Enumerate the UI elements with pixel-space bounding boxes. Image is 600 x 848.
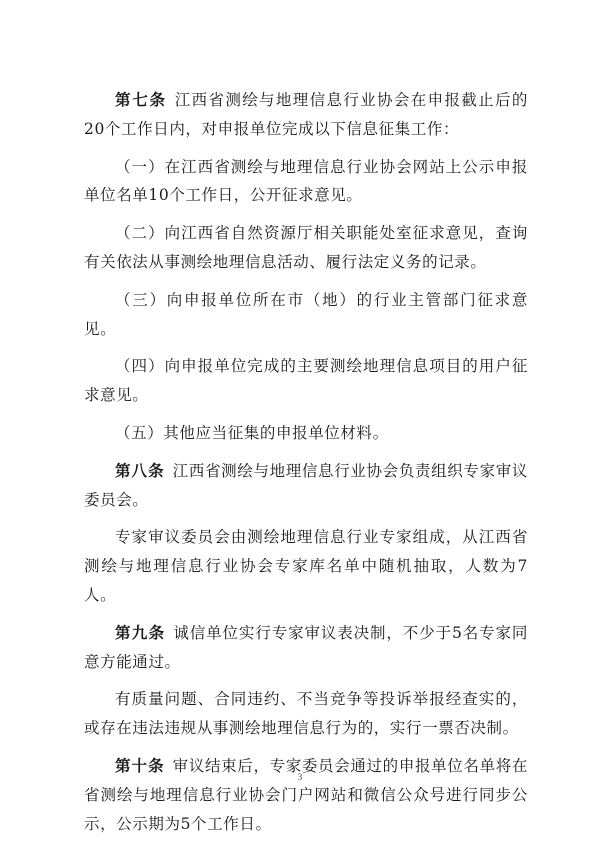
article-9-paragraph	[84, 619, 528, 677]
article-7-text: 江西省测绘与地理信息行业协会在申报截止后的20个工作日内，对申报单位完成以下信息征集工作：	[84, 91, 528, 138]
article-9-veto-paragraph: 有质量问题、合同违约、不当竞争等投诉举报经查实的，或存在违法违规从事测绘地理信息行为的，实行一票否决制。	[84, 690, 528, 738]
article-10-paragraph	[84, 752, 528, 838]
article-8-paragraph	[84, 457, 528, 515]
article-8-committee-paragraph: 专家审议委员会由测绘地理信息行业专家组成，从江西省测绘与地理信息行业协会专家库名单中随机抽取，人数为7人。	[84, 528, 528, 604]
article-9-label: 第九条	[115, 622, 166, 642]
article-7-paragraph	[84, 86, 528, 144]
article-7-label: 第七条	[115, 90, 167, 109]
article-7-item-4: （四）向申报单位完成的主要测绘地理信息项目的用户征求意见。	[84, 357, 528, 405]
article-9-text: 诚信单位实行专家审议表决制，不少于5名专家同意方能通过。	[84, 623, 528, 671]
article-7-item-5: （五）其他应当征集的申报单位材料。	[115, 423, 389, 442]
article-7-item-2: （二）向江西省自然资源厅相关职能处室征求意见，查询有关依法从事测绘地理信息活动、履行法定义务的记录。	[84, 224, 528, 271]
page-number: 3	[297, 772, 303, 782]
document-body	[84, 86, 528, 847]
article-10-label: 第十条	[115, 755, 165, 775]
article-8-label: 第八条	[115, 460, 165, 480]
article-10-text: 审议结束后，专家委员会通过的申报单位名单将在省测绘与地理信息行业协会门户网站和微信公众号进行同步公示，公示期为5个工作日。	[84, 756, 528, 833]
article-7-item-1: （一）在江西省测绘与地理信息行业协会网站上公示申报单位名单10个工作日，公开征求意见。	[84, 157, 528, 205]
article-7-item-3: （三）向申报单位所在市（地）的行业主管部门征求意见。	[84, 290, 528, 338]
article-8-text: 江西省测绘与地理信息行业协会负责组织专家审议委员会。	[84, 461, 528, 509]
